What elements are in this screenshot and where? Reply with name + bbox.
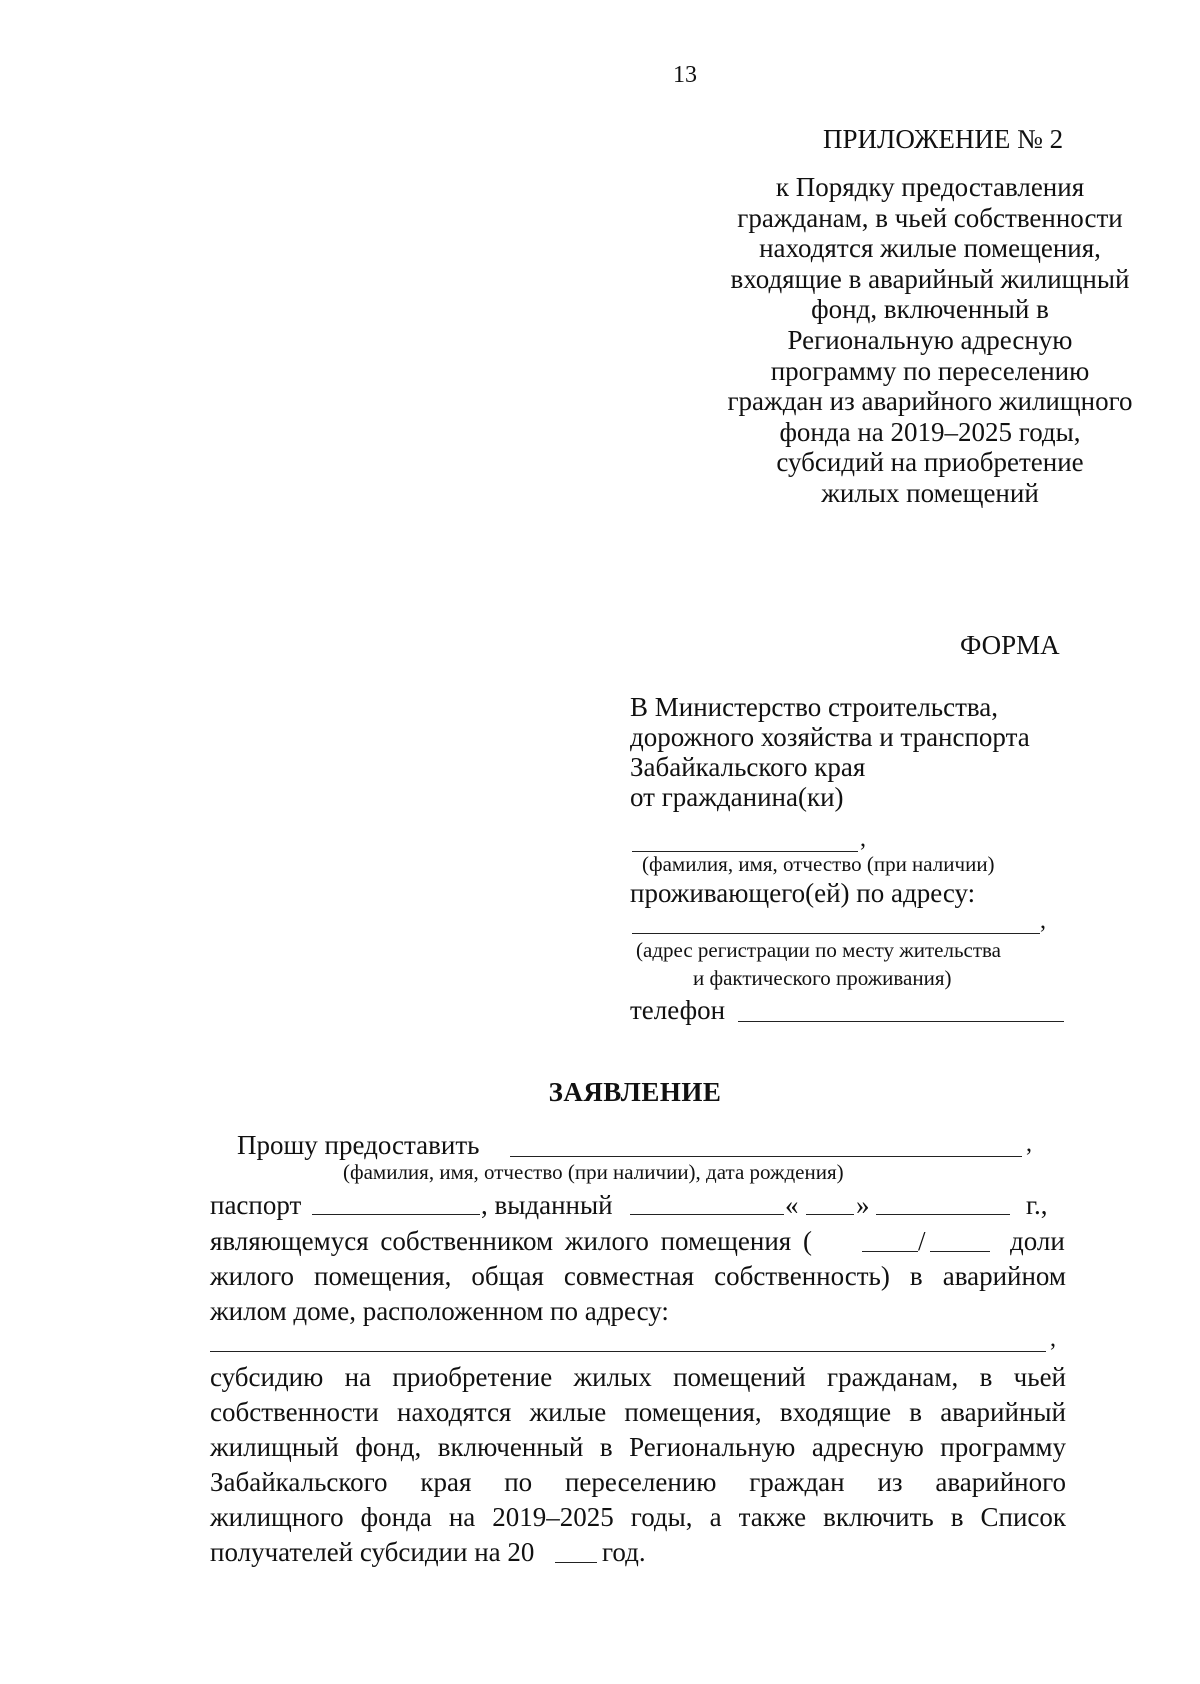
address-hint-line-2: и фактического проживания) (693, 966, 952, 990)
last-line-start: получателей субсидии на 20 (210, 1537, 535, 1567)
appendix-title: ПРИЛОЖЕНИЕ № 2 (823, 124, 1064, 154)
appendix-line: субсидий на приобретение (776, 447, 1084, 478)
quote-close: » (856, 1190, 870, 1220)
quote-open: « (785, 1190, 799, 1220)
share-slash: / (918, 1226, 926, 1256)
appendix-line: программу по переселению (770, 355, 1090, 386)
recipient-hint: (фамилия, имя, отчество (при наличии), дата рождения) (343, 1160, 844, 1184)
appendix-line: к Порядку предоставления (775, 172, 1085, 202)
residing-label: проживающего(ей) по адресу: (630, 878, 976, 908)
issued-by-field[interactable] (630, 1214, 784, 1215)
year-suffix: г., (1026, 1190, 1048, 1220)
owner-line-start: являющемуся собственником жилого помещения ( (210, 1226, 812, 1256)
share-denominator-field[interactable] (930, 1251, 990, 1252)
last-line-end: год. (602, 1537, 646, 1567)
address-hint-line-1: (адрес регистрации по месту жительства (636, 938, 1001, 962)
appendix-line: фонд, включенный в (811, 294, 1049, 325)
appendix-line: входящие в аварийный жилищный (730, 263, 1130, 294)
appendix-line: гражданам, в чьей собственности (737, 202, 1123, 233)
appendix-line: Региональную адресную (787, 324, 1073, 355)
addressee-line: В Министерство строительства, (630, 692, 999, 722)
form-label: ФОРМА (960, 630, 1060, 660)
passport-number-field[interactable] (312, 1214, 480, 1215)
request-label: Прошу предоставить (237, 1130, 480, 1160)
passport-label: паспорт (210, 1190, 302, 1220)
page-number: 13 (673, 62, 697, 88)
share-word: доли (1010, 1226, 1065, 1256)
paragraph-line: жилищный фонд, включенный в Региональную адресную программу (210, 1432, 1066, 1462)
statement-title: ЗАЯВЛЕНИЕ (548, 1077, 722, 1107)
addressee-block (630, 692, 1030, 812)
year-field[interactable] (555, 1562, 597, 1563)
addressee-line: дорожного хозяйства и транспорта (630, 722, 1030, 752)
issue-day-field[interactable] (806, 1214, 854, 1215)
recipient-comma: , (1026, 1131, 1032, 1157)
issue-month-field[interactable] (876, 1214, 1010, 1215)
appendix-line: находятся жилые помещения, (759, 233, 1101, 264)
applicant-address-field[interactable] (632, 933, 1040, 934)
addressee-line: от гражданина(ки) (630, 782, 844, 812)
applicant-name-comma: , (860, 826, 866, 852)
addressee-line: Забайкальского края (630, 752, 866, 782)
body-line: жилом доме, расположенном по адресу: (210, 1296, 669, 1326)
appendix-description (690, 172, 1170, 509)
issued-label: , выданный (481, 1190, 613, 1220)
applicant-name-hint: (фамилия, имя, отчество (при наличии) (642, 852, 995, 876)
paragraph-line: собственности находятся жилые помещения, входящие в аварийный (210, 1397, 1066, 1427)
appendix-line: жилых помещений (821, 477, 1039, 508)
paragraph-line: субсидию на приобретение жилых помещений гражданам, в чьей (210, 1362, 1066, 1392)
phone-label: телефон (630, 995, 726, 1025)
recipient-name-field[interactable] (510, 1156, 1022, 1157)
body-line: жилого помещения, общая совместная собственность) в аварийном (210, 1261, 1066, 1291)
property-address-field[interactable] (210, 1351, 1046, 1352)
paragraph-line: жилищного фонда на 2019–2025 годы, а также включить в Список (210, 1502, 1066, 1532)
applicant-address-comma: , (1040, 908, 1046, 934)
phone-field[interactable] (738, 1021, 1064, 1022)
appendix-line: граждан из аварийного жилищного (727, 386, 1133, 417)
appendix-line: фонда на 2019–2025 годы, (779, 416, 1081, 447)
share-numerator-field[interactable] (862, 1251, 918, 1252)
property-address-comma: , (1050, 1326, 1056, 1352)
paragraph-line: Забайкальского края по переселению граждан из аварийного (210, 1467, 1066, 1497)
